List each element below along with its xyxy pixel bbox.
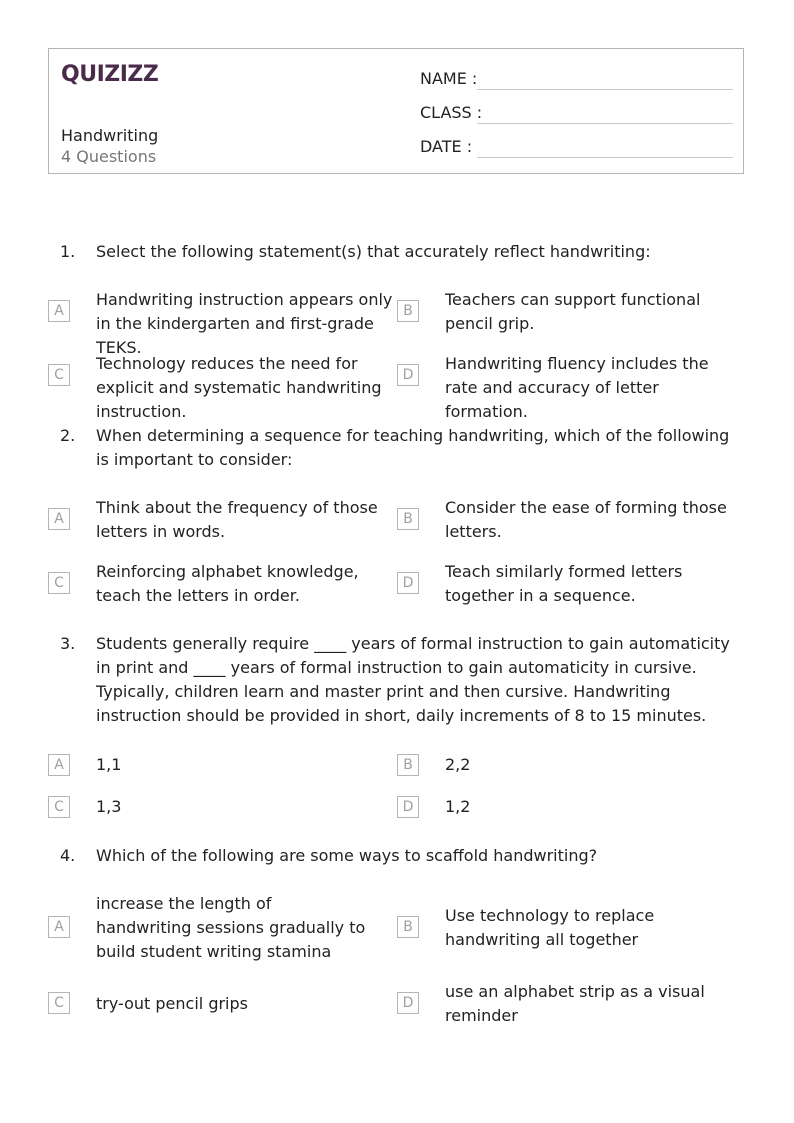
option-text-a: Think about the frequency of those letters in words.	[96, 498, 378, 541]
option-text-b: Consider the ease of forming those letters.	[445, 498, 727, 541]
option-box-a[interactable]: A	[48, 508, 70, 530]
option-box-b[interactable]: B	[397, 508, 419, 530]
question-text: Select the following statement(s) that accurately reflect handwriting:	[96, 242, 651, 261]
question-count: 4 Questions	[61, 147, 157, 166]
option-box-a[interactable]: A	[48, 916, 70, 938]
option-box-b[interactable]: B	[397, 300, 419, 322]
option-box-c[interactable]: C	[48, 364, 70, 386]
class-line[interactable]	[477, 123, 733, 124]
option-box-b[interactable]: B	[397, 754, 419, 776]
quizizz-logo	[61, 59, 161, 87]
option-text-d: Handwriting fluency includes the rate and accuracy of letter formation.	[445, 354, 709, 421]
option-text-a: Handwriting instruction appears only in the kindergarten and first-grade TEKS.	[96, 290, 393, 357]
option-text-a: 1,1	[96, 755, 122, 774]
class-label: CLASS :	[420, 103, 483, 122]
date-line[interactable]	[477, 157, 733, 158]
svg-text:QUIZIZZ: QUIZIZZ	[61, 62, 159, 87]
option-box-c[interactable]: C	[48, 992, 70, 1014]
question-number: 1.	[60, 242, 76, 261]
date-label: DATE :	[420, 137, 473, 156]
option-text-c: Technology reduces the need for explicit and systematic handwriting instruction.	[96, 354, 382, 421]
option-box-d[interactable]: D	[397, 364, 419, 386]
option-box-d[interactable]: D	[397, 572, 419, 594]
option-box-c[interactable]: C	[48, 796, 70, 818]
option-text-c: try-out pencil grips	[96, 994, 248, 1013]
option-box-d[interactable]: D	[397, 796, 419, 818]
option-text-d: 1,2	[445, 797, 471, 816]
option-text-b: Use technology to replace handwriting all together	[445, 906, 655, 949]
name-line[interactable]	[477, 89, 733, 90]
question-number: 4.	[60, 846, 76, 865]
option-text-b: Teachers can support functional pencil grip.	[445, 290, 701, 333]
question-text: Students generally require ____ years of formal instruction to gain automaticity in print and ____ years of formal instruction to gain automaticity in cursive. Typically, children learn and master print and then cursive. Handwriting instruction should be provided in short, daily increments of 8 to 15 minutes.	[96, 634, 730, 725]
option-box-b[interactable]: B	[397, 916, 419, 938]
question-number: 2.	[60, 426, 76, 445]
option-text-d: Teach similarly formed letters together in a sequence.	[445, 562, 683, 605]
option-text-c: 1,3	[96, 797, 122, 816]
option-text-d: use an alphabet strip as a visual reminder	[445, 982, 705, 1025]
question-text: When determining a sequence for teaching handwriting, which of the following is important to consider:	[96, 426, 730, 469]
option-box-c[interactable]: C	[48, 572, 70, 594]
option-box-d[interactable]: D	[397, 992, 419, 1014]
worksheet-title: Handwriting	[61, 126, 159, 145]
option-box-a[interactable]: A	[48, 300, 70, 322]
name-label: NAME :	[420, 69, 478, 88]
option-text-b: 2,2	[445, 755, 471, 774]
question-number: 3.	[60, 634, 76, 653]
worksheet-header	[48, 48, 744, 174]
option-box-a[interactable]: A	[48, 754, 70, 776]
question-text: Which of the following are some ways to scaffold handwriting?	[96, 846, 598, 865]
option-text-a: increase the length of handwriting sessions gradually to build student writing stamina	[96, 894, 366, 961]
option-text-c: Reinforcing alphabet knowledge, teach the letters in order.	[96, 562, 359, 605]
